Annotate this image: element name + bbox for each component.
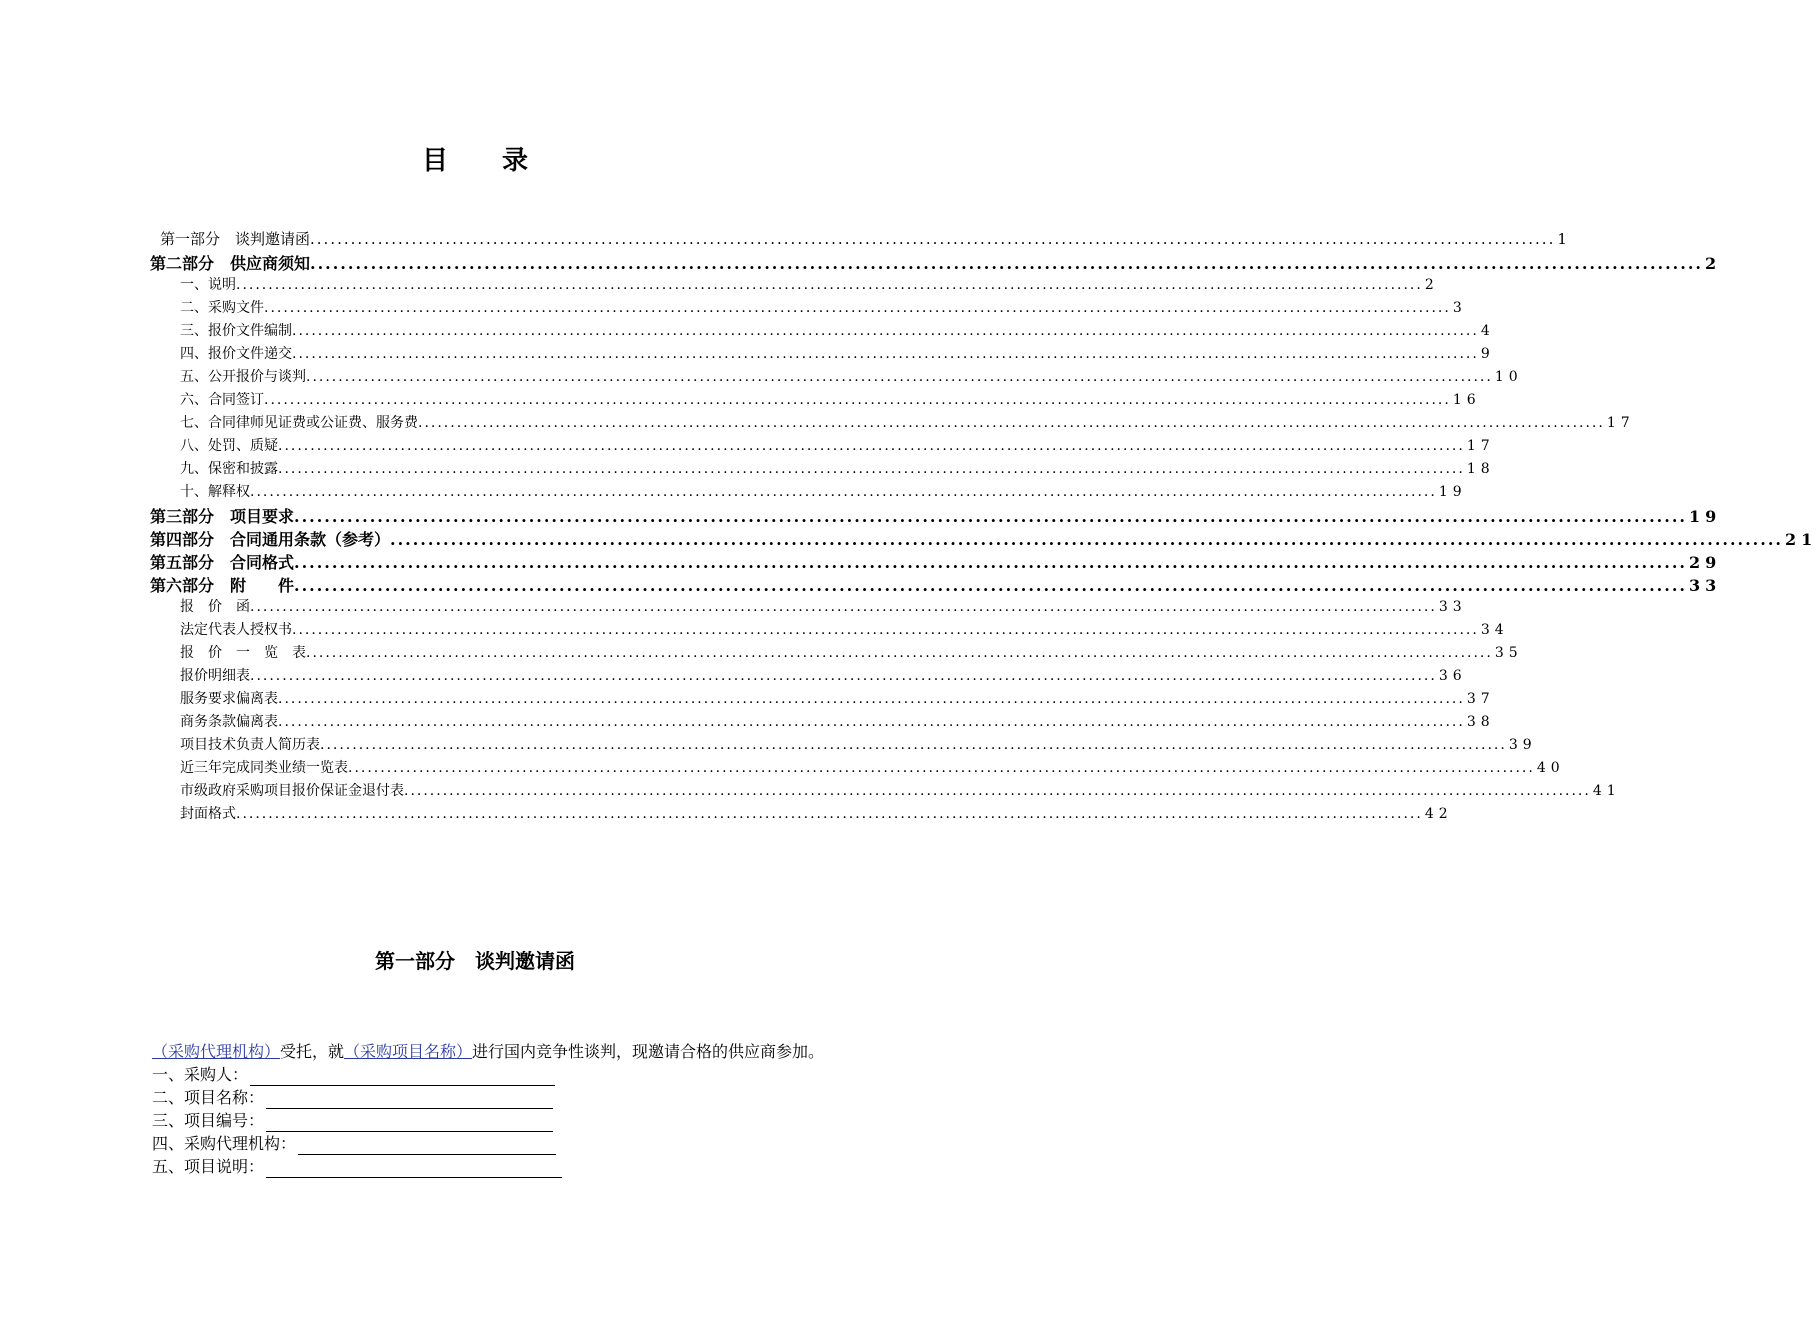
toc-entry[interactable]: 第二部分 供应商须知 ..... 2 (150, 251, 834, 274)
form-field-project-number: 三、项目编号： (114, 1109, 836, 1132)
toc-entry[interactable]: 法定代表人授权书 ..... 34 (150, 619, 834, 642)
agency-placeholder-link[interactable]: （采购代理机构） (152, 1042, 281, 1061)
toc-entry[interactable]: 服务要求偏离表 ..... 37 (150, 688, 834, 711)
toc-entry[interactable]: 二、采购文件 ..... 3 (150, 297, 834, 320)
toc-entry[interactable]: 商务条款偏离表 ..... 38 (150, 711, 834, 734)
intro-paragraph: （采购代理机构）受托，就（采购项目名称）进行国内竞争性谈判，现邀请合格的供应商参加。 (152, 1042, 825, 1061)
toc-entry[interactable]: 项目技术负责人简历表 ..... 39 (150, 734, 834, 757)
toc-entry[interactable]: 十、解释权 ..... 19 (150, 481, 834, 504)
toc-title-char-1: 目 (421, 146, 448, 176)
toc-entry[interactable]: 第六部分 附 件 ..... 33 (150, 573, 834, 596)
toc-entry[interactable]: 三、报价文件编制 ..... 4 (150, 320, 834, 343)
toc-entry[interactable]: 六、合同签订 ..... 16 (150, 389, 834, 412)
toc-entry[interactable]: 五、公开报价与谈判 ..... 10 (150, 366, 834, 389)
toc-title-char-2: 录 (502, 146, 529, 176)
toc-entry[interactable]: 市级政府采购项目报价保证金退付表 ..... 41 (150, 780, 834, 803)
toc-entry[interactable]: 七、合同律师见证费或公证费、服务费 ..... 17 (150, 412, 834, 435)
toc-entry[interactable]: 八、处罚、质疑 ..... 17 (150, 435, 834, 458)
toc-entry[interactable]: 第四部分 合同通用条款（参考） ..... 21 (150, 527, 834, 550)
toc-entry[interactable]: 九、保密和披露 ..... 18 (150, 458, 834, 481)
toc-entry[interactable]: 一、说明 ..... 2 (150, 274, 834, 297)
blank-line[interactable] (298, 1136, 556, 1155)
toc-entry[interactable]: 封面格式 ..... 42 (150, 803, 834, 826)
section-title: 第一部分 谈判邀请函 (375, 949, 575, 973)
toc-entry[interactable]: 四、报价文件递交 ..... 9 (150, 343, 834, 366)
form-field-project-description: 五、项目说明： (114, 1155, 836, 1178)
table-of-contents (150, 228, 1817, 826)
toc-entry[interactable]: 近三年完成同类业绩一览表 ..... 40 (150, 757, 834, 780)
form-field-agency: 四、采购代理机构： (114, 1132, 836, 1155)
toc-entry[interactable]: 第五部分 合同格式 ..... 29 (150, 550, 834, 573)
invitation-body (114, 1040, 836, 1178)
toc-entry[interactable]: 第三部分 项目要求 ..... 19 (150, 504, 834, 527)
blank-line[interactable] (250, 1067, 555, 1086)
toc-entry[interactable]: 报 价 函 ..... 33 (150, 596, 834, 619)
project-name-placeholder-link[interactable]: （采购项目名称） (344, 1042, 473, 1061)
toc-entry[interactable]: 报价明细表 ..... 36 (150, 665, 834, 688)
blank-line[interactable] (266, 1159, 562, 1178)
blank-line[interactable] (266, 1090, 553, 1109)
blank-line[interactable] (266, 1113, 553, 1132)
toc-title (0, 140, 950, 177)
toc-entry[interactable]: 报 价 一 览 表 ..... 35 (150, 642, 834, 665)
toc-entry[interactable]: 第一部分 谈判邀请函 ..... 1 (150, 228, 834, 251)
form-field-purchaser: 一、采购人： (114, 1063, 836, 1086)
form-field-project-name: 二、项目名称： (114, 1086, 836, 1109)
